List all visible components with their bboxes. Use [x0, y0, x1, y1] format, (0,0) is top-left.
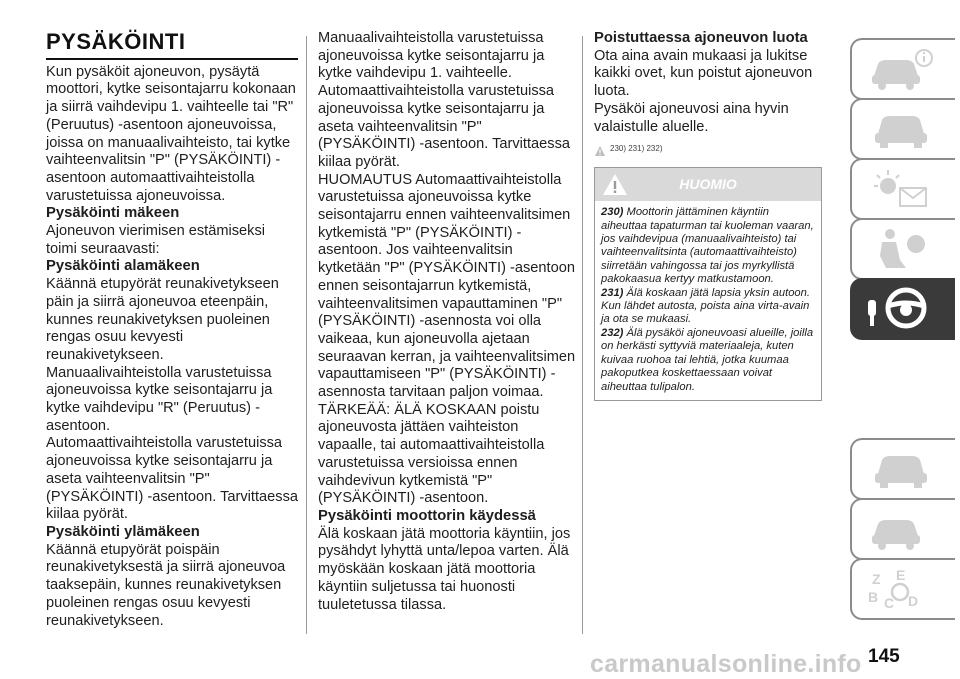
warning-text: Älä pysäköi ajoneuvoasi alueille, joilla on herkästi syttyviä materiaaleja, kuten kuivaa ruohoa tai lehtiä, jotka kuumaa pakoputkea koskettaessaan voivat aiheuttaa tulipalon. [601, 326, 814, 393]
warning-text: Moottorin jättäminen käyntiin aiheuttaa tapaturman tai kuoleman vaaran, jos vaihdevipua (manuaalivaihteisto) tai vaihteenvalitsinta (automaattivaihteisto) siirretään vahingossa tai jos myrkyllistä pakokaasua kertyy matkustamoon. [601, 206, 814, 286]
car-front-icon [866, 106, 938, 152]
column-divider [582, 36, 583, 634]
watermark: carmanualsonline.info [590, 650, 862, 678]
column-middle [318, 30, 576, 614]
reference-numbers: 230) 231) 232) [610, 143, 663, 153]
page-title: PYSÄKÖINTI [46, 29, 186, 54]
tab-warning-lights[interactable] [850, 158, 955, 220]
column-left [46, 30, 298, 630]
svg-text:D: D [908, 593, 919, 609]
title-rule [46, 58, 298, 60]
section-heading: Pysäköinti mäkeen [46, 205, 180, 222]
warning-number: 232) [601, 326, 624, 339]
svg-text:E: E [896, 567, 906, 583]
warning-number: 231) [601, 286, 624, 299]
paragraph: TÄRKEÄÄ: ÄLÄ KOSKAAN poistu ajoneuvosta jättäen vaihteiston vapaalle, tai automaattivaihteistolla varustetuissa versioissa ennen vaihdevivun kytkemistä "P" (PYSÄKÖINTI) -asentoon. [318, 401, 545, 507]
tab-starting-driving[interactable] [850, 278, 955, 340]
warning-references [594, 139, 820, 157]
paragraph: Älä koskaan jätä moottoria käyntiin, jos pysähdyt lyhyttä unta/lepoa varten. Älä myöskään koskaan jätä moottoria käyntiin suljetussa tai huonosti tuuletetussa tilassa. [318, 525, 571, 613]
safety-airbag-icon [866, 226, 938, 272]
paragraph: Ajoneuvon vierimisen estämiseksi toimi seuraavasti: [46, 223, 265, 257]
svg-text:Z: Z [872, 571, 881, 587]
tab-maintenance[interactable] [850, 498, 955, 560]
tab-emergency[interactable] [850, 438, 955, 500]
tab-index[interactable] [850, 558, 955, 620]
section-heading: Pysäköinti ylämäkeen [46, 523, 200, 540]
car-info-icon [866, 46, 938, 92]
warning-item [601, 287, 815, 327]
warning-body [595, 201, 821, 400]
paragraph: Manuaalivaihteistolla varustetuissa ajoneuvoissa kytke seisontajarru ja kytke vaihdevipu "R" (Peruutus) -asentoon. [46, 364, 273, 434]
section-heading: Pysäköinti alamäkeen [46, 258, 200, 275]
paragraph: HUOMAUTUS Automaattivaihteistolla varustetuissa ajoneuvoissa kytke seisontajarru ennen vaihteenvalitsimen kytkemistä "P" (PYSÄKÖINTI) -asentoon. Jos vaihteenvalitsin kytketään "P" (PYSÄKÖINTI) -asentoon ennen seisontajarrun kytkemistä, vaihteenvalitsimen vapauttaminen "P" (PYSÄKÖINTI) -asennosta voi olla vaikeaa, kun ajoneuvolla ajetaan seuraavan kerran, ja vaihteenvalitsimen vapauttamiseen "P" (PYSÄKÖINTI) -asennosta tarvitaan paljon voimaa. [318, 171, 576, 401]
paragraph: Manuaalivaihteistolla varustetuissa ajoneuvoissa kytke seisontajarru ja kytke vaihdevipu 1. vaihteelle. [318, 30, 545, 82]
car-emergency-icon [866, 446, 938, 492]
paragraph: Automaattivaihteistolla varustetuissa ajoneuvoissa kytke seisontajarru ja aseta vaihteenvalitsin "P" (PYSÄKÖINTI) -asentoon. Tarvittaessa kiilaa pyörät. [318, 83, 570, 170]
paragraph: Käännä etupyörät poispäin reunakivetyksestä ja siirrä ajoneuvoa taaksepäin, kunnes reunakivetyksen puoleinen rengas osuu kevyesti reunakivetykseen. [46, 541, 286, 629]
steering-wheel-key-icon [866, 286, 938, 332]
section-heading: Pysäköinti moottorin käydessä [318, 507, 536, 524]
paragraph: Ota aina avain mukaasi ja lukitse kaikki ovet, kun poistut ajoneuvon luota. [594, 47, 813, 100]
paragraph: Käännä etupyörät reunakivetykseen päin ja siirrä ajoneuvoa eteenpäin, kunnes reunakivetyksen puoleinen rengas osuu kevyesti reunakivetykseen. [46, 276, 279, 363]
warning-triangle-icon [594, 145, 606, 157]
paragraph: Pysäköi ajoneuvosi aina hyvin valaistulle aluelle. [594, 100, 789, 135]
column-right [594, 30, 820, 401]
index-alphabet-icon [866, 566, 938, 612]
warning-text: Älä koskaan jätä lapsia yksin autoon. Kun lähdet autosta, poista aina virta-avain ja ota se mukaasi. [601, 286, 810, 326]
warning-lights-icon [866, 166, 938, 212]
section-heading: Poistuttaessa ajoneuvon luota [594, 30, 808, 46]
warning-header [595, 168, 821, 201]
warning-number: 230) [601, 206, 624, 219]
column-divider [306, 36, 307, 634]
warning-item [601, 206, 815, 286]
car-maintenance-icon [866, 506, 938, 552]
tab-car-info[interactable] [850, 38, 955, 100]
warning-item [601, 327, 815, 394]
svg-text:B: B [868, 589, 879, 605]
paragraph: Automaattivaihteistolla varustetuissa ajoneuvoissa kytke seisontajarru ja aseta vaihteenvalitsin "P" (PYSÄKÖINTI) -asentoon. Tarvittaessa kiilaa pyörät. [46, 435, 298, 523]
page-number: 145 [868, 646, 900, 667]
paragraph: Kun pysäköit ajoneuvon, pysäytä moottori, kytke seisontajarru kokonaan ja siirrä vaihdevipu 1. vaihteelle tai "R" (Peruutus) -asentoon ajoneuvoissa, joissa on manuaalivaihteisto, tai kytke vaihteenvalitsin "P" (PYSÄKÖINTI) -asentoon automaattivaihteistolla varustetuissa ajoneuvoissa. [46, 63, 296, 204]
svg-text:C: C [884, 595, 895, 611]
warning-box [594, 167, 822, 401]
tab-safety[interactable] [850, 218, 955, 280]
warning-title: HUOMIO [679, 176, 737, 193]
tab-car-front[interactable] [850, 98, 955, 160]
